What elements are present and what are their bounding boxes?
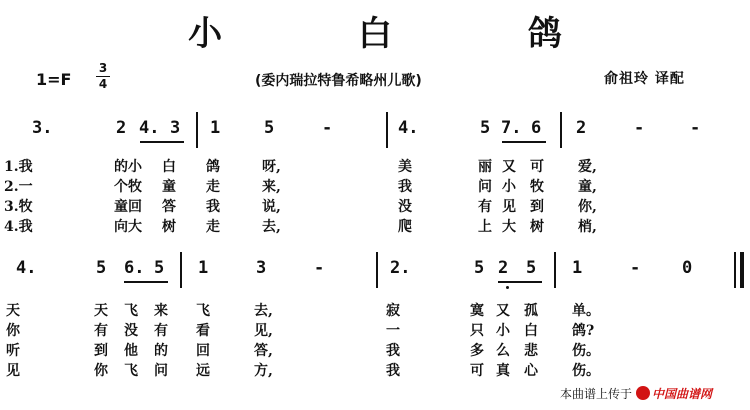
lyric-syllable: 梢,	[578, 219, 597, 235]
lyric-syllable: 的小	[114, 159, 142, 175]
lyric-syllable: 寞	[470, 303, 484, 319]
lyric-syllable: 2.一	[4, 179, 33, 195]
lyric-syllable: 来	[154, 303, 168, 319]
lyric-syllable: 悲	[524, 343, 538, 359]
song-origin: (委内瑞拉特鲁希略州儿歌)	[255, 73, 422, 89]
note: 1	[198, 258, 209, 278]
lyric-line	[0, 196, 750, 216]
lyric-syllable: 寂	[386, 303, 400, 319]
lyric-syllable: 童,	[578, 179, 597, 195]
translator-credit: 俞祖玲 译配	[604, 71, 685, 87]
note: 5	[264, 118, 275, 138]
lyric-syllable: 见,	[254, 323, 273, 339]
lyric-syllable: 童	[162, 179, 176, 195]
note: 6.	[124, 258, 145, 278]
note: 5	[154, 258, 165, 278]
lyric-syllable: 看	[196, 323, 210, 339]
lyric-syllable: 飞	[196, 303, 210, 319]
underline-beam	[502, 141, 546, 143]
lyric-syllable: 来,	[262, 179, 281, 195]
lyric-syllable: 只	[470, 323, 484, 339]
song-title: 小 白 鸽	[188, 14, 624, 54]
lyric-line	[0, 176, 750, 196]
note: 4.	[16, 258, 37, 278]
barline	[180, 252, 182, 288]
lyric-syllable: 我	[386, 343, 400, 359]
lyric-line	[0, 300, 750, 320]
lyric-syllable: 伤。	[572, 363, 600, 379]
lyric-syllable: 小	[502, 179, 516, 195]
note: 1	[572, 258, 583, 278]
underline-beam	[140, 141, 184, 143]
lyric-syllable: 没	[124, 323, 138, 339]
lyric-syllable: 上	[478, 219, 492, 235]
footer-text: 本曲谱上传于	[560, 387, 633, 401]
lyric-syllable: 飞	[124, 303, 138, 319]
lyric-syllable: 白	[162, 159, 176, 175]
lyric-syllable: 4.我	[4, 219, 33, 235]
note: 5	[480, 118, 491, 138]
note: -	[630, 258, 641, 278]
lyric-syllable: 你	[6, 323, 20, 339]
note: 5	[96, 258, 107, 278]
lyric-syllable: 一	[386, 323, 400, 339]
lyric-syllable: 走	[206, 219, 220, 235]
lyric-syllable: 答	[162, 199, 176, 215]
lyric-syllable: 多	[470, 343, 484, 359]
note: 2.	[390, 258, 411, 278]
lyric-syllable: 你,	[578, 199, 597, 215]
note: 3	[170, 118, 181, 138]
note: 4.	[398, 118, 419, 138]
lyric-syllable: 树	[530, 219, 544, 235]
lyric-syllable: 回	[196, 343, 210, 359]
note: 5	[526, 258, 537, 278]
lyric-line	[0, 340, 750, 360]
lyric-syllable: 么	[496, 343, 510, 359]
lyric-syllable: 见	[502, 199, 516, 215]
lyric-syllable: 有	[478, 199, 492, 215]
lyric-syllable: 又	[496, 303, 510, 319]
lyric-syllable: 美	[398, 159, 412, 175]
note: -	[634, 118, 645, 138]
lyric-syllable: 到	[94, 343, 108, 359]
note: 2	[116, 118, 127, 138]
key-signature: 1=F	[36, 70, 72, 89]
lyric-syllable: 小	[496, 323, 510, 339]
lyric-syllable: 我	[206, 199, 220, 215]
lyric-syllable: 天	[94, 303, 108, 319]
barline	[554, 252, 556, 288]
underline-beam	[498, 281, 542, 283]
lyric-syllable: 见	[6, 363, 20, 379]
lyric-syllable: 问	[478, 179, 492, 195]
lyric-syllable: 鸽	[206, 159, 220, 175]
meter-bottom: 4	[98, 77, 108, 91]
lyric-syllable: 走	[206, 179, 220, 195]
lyric-syllable: 我	[398, 179, 412, 195]
lyric-syllable: 丽	[478, 159, 492, 175]
lyric-syllable: 可	[470, 363, 484, 379]
note: -	[322, 118, 333, 138]
note: 6	[531, 118, 542, 138]
lyric-syllable: 白	[524, 323, 538, 339]
lyric-syllable: 到	[530, 199, 544, 215]
lyric-syllable: 你	[94, 363, 108, 379]
note: 7.	[501, 118, 522, 138]
lyric-syllable: 单。	[572, 303, 600, 319]
note: 0	[682, 258, 693, 278]
barline	[376, 252, 378, 288]
time-signature	[96, 62, 110, 91]
lyric-syllable: 去,	[254, 303, 273, 319]
lyric-syllable: 方,	[254, 363, 273, 379]
lyric-line	[0, 360, 750, 380]
meter-top: 3	[98, 61, 108, 75]
lyric-syllable: 问	[154, 363, 168, 379]
lyric-syllable: 说,	[262, 199, 281, 215]
lyric-syllable: 呀,	[262, 159, 281, 175]
lyric-syllable: 我	[386, 363, 400, 379]
lyric-syllable: 牧	[530, 179, 544, 195]
underline-beam	[124, 281, 168, 283]
lyric-syllable: 没	[398, 199, 412, 215]
note: -	[690, 118, 701, 138]
note: 5	[474, 258, 485, 278]
barline	[386, 112, 388, 148]
lyric-syllable: 个牧	[114, 179, 142, 195]
note: -	[314, 258, 325, 278]
lyric-syllable: 向大	[114, 219, 142, 235]
lyric-line	[0, 320, 750, 340]
lyric-syllable: 心	[524, 363, 538, 379]
notation-line-2	[0, 252, 750, 292]
lyric-syllable: 去,	[262, 219, 281, 235]
final-barline-thick	[740, 252, 744, 288]
lyric-syllable: 真	[496, 363, 510, 379]
lyric-syllable: 大	[502, 219, 516, 235]
barline	[560, 112, 562, 148]
lyric-syllable: 有	[94, 323, 108, 339]
notation-line-1	[0, 112, 750, 152]
lyric-syllable: 童回	[114, 199, 142, 215]
note: 3	[256, 258, 267, 278]
note: 2	[498, 258, 509, 278]
lyric-syllable: 爬	[398, 219, 412, 235]
lyric-syllable: 3.牧	[4, 199, 33, 215]
lyric-line	[0, 216, 750, 236]
lyric-syllable: 有	[154, 323, 168, 339]
low-octave-dot	[506, 286, 509, 289]
lyric-syllable: 鸽?	[572, 323, 595, 339]
lyric-syllable: 1.我	[4, 159, 33, 175]
barline	[196, 112, 198, 148]
final-barline-thin	[734, 252, 736, 288]
lyric-syllable: 伤。	[572, 343, 600, 359]
lyric-line	[0, 156, 750, 176]
lyric-syllable: 答,	[254, 343, 273, 359]
note: 1	[210, 118, 221, 138]
source-footer	[560, 385, 712, 402]
lyric-syllable: 又	[502, 159, 516, 175]
lyric-syllable: 的	[154, 343, 168, 359]
lyric-syllable: 他	[124, 343, 138, 359]
note: 3.	[32, 118, 53, 138]
lyric-syllable: 飞	[124, 363, 138, 379]
lyric-syllable: 天	[6, 303, 20, 319]
site-logo-icon	[636, 386, 650, 400]
note: 2	[576, 118, 587, 138]
lyric-syllable: 爱,	[578, 159, 597, 175]
lyric-syllable: 听	[6, 343, 20, 359]
site-brand-link[interactable]: 中国曲谱网	[652, 387, 713, 401]
lyric-syllable: 树	[162, 219, 176, 235]
lyric-syllable: 可	[530, 159, 544, 175]
note: 4.	[139, 118, 160, 138]
lyric-syllable: 孤	[524, 303, 538, 319]
lyric-syllable: 远	[196, 363, 210, 379]
